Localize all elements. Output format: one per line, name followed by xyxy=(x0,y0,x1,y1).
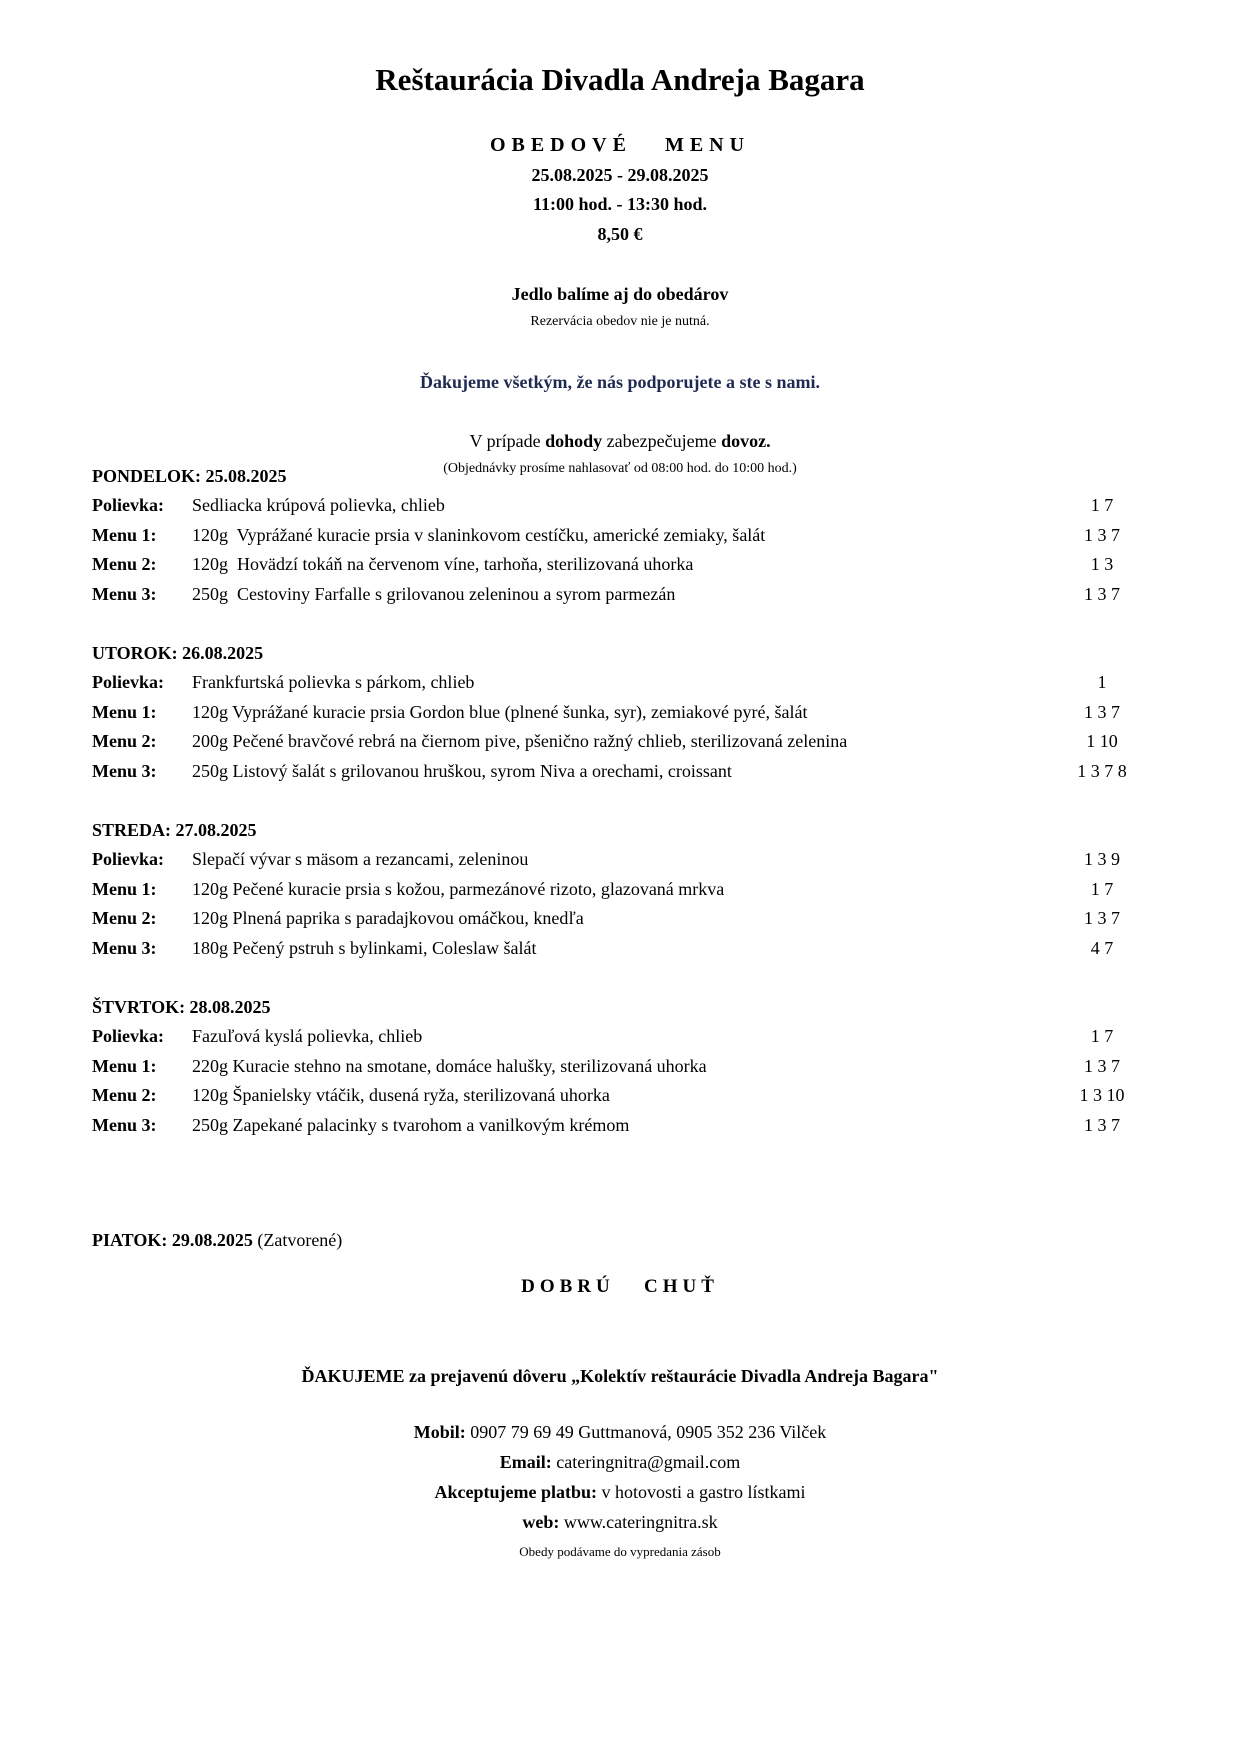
dish-name: Sedliacka krúpová polievka, chlieb xyxy=(192,495,445,515)
email-value: cateringnitra@gmail.com xyxy=(551,1452,741,1472)
row-label: Menu 1: xyxy=(92,524,157,545)
menu-row xyxy=(92,698,1152,728)
web-value: www.cateringnitra.sk xyxy=(559,1512,718,1532)
row-label: Menu 3: xyxy=(92,760,157,781)
row-label: Menu 1: xyxy=(92,878,157,899)
day-block-thursday xyxy=(92,992,1152,1140)
menu-row xyxy=(92,550,1152,580)
row-label: Menu 2: xyxy=(92,1085,157,1105)
allergens: 1 3 xyxy=(1090,554,1114,574)
payment-line xyxy=(0,1482,1240,1503)
mobile-value: 0907 79 69 49 Guttmanová, 0905 352 236 Vilček xyxy=(465,1422,827,1442)
menu-row xyxy=(92,1052,1152,1082)
row-label: Polievka: xyxy=(92,672,164,692)
allergens: 1 3 7 xyxy=(1084,701,1120,722)
row-label: Menu 3: xyxy=(92,937,157,958)
menu-row xyxy=(92,934,1152,964)
menu-row xyxy=(92,668,1152,698)
reservation-note: Rezervácia obedov nie je nutná. xyxy=(530,314,710,329)
menu-row xyxy=(92,757,1152,787)
support-thanks: Ďakujeme všetkým, že nás podporujete a ste s nami. xyxy=(420,372,820,392)
allergens: 1 3 7 8 xyxy=(1077,760,1127,781)
row-label: Menu 2: xyxy=(92,554,157,574)
dish-name: 180g Pečený pstruh s bylinkami, Coleslaw šalát xyxy=(192,937,537,958)
friday-heading: PIATOK: 29.08.2025 xyxy=(92,1230,253,1250)
dish-name: 120g Španielsky vtáčik, dusená ryža, sterilizovaná uhorka xyxy=(192,1085,610,1105)
row-label: Menu 2: xyxy=(92,731,157,751)
trust-thanks: ĎAKUJEME za prejavenú dôveru „Kolektív reštaurácie Divadla Andreja Bagara" xyxy=(301,1366,939,1386)
dish-name: 250g Zapekané palacinky s tvarohom a vanilkovým krémom xyxy=(192,1114,630,1135)
allergens: 1 xyxy=(1097,672,1107,692)
allergens: 4 7 xyxy=(1090,937,1114,958)
row-label: Polievka: xyxy=(92,1026,164,1046)
menu-row xyxy=(92,875,1152,905)
row-label: Menu 3: xyxy=(92,583,157,604)
delivery-agreement: dohody xyxy=(545,431,603,451)
menu-row xyxy=(92,1081,1152,1111)
stock-note: Obedy podávame do vypredania zásob xyxy=(519,1544,721,1559)
dish-name: 120g Hovädzí tokáň na červenom víne, tarhoňa, sterilizovaná uhorka xyxy=(192,554,694,574)
allergens: 1 7 xyxy=(1090,1026,1114,1046)
allergens: 1 7 xyxy=(1090,495,1114,515)
dish-name: 120g Pečené kuracie prsia s kožou, parmezánové rizoto, glazovaná mrkva xyxy=(192,878,725,899)
row-label: Menu 2: xyxy=(92,908,157,928)
good-appetite: DOBRÚ CHUŤ xyxy=(521,1276,719,1297)
day-block-tuesday xyxy=(92,638,1152,786)
row-label: Menu 1: xyxy=(92,1055,157,1076)
payment-value: v hotovosti a gastro lístkami xyxy=(597,1482,806,1502)
menu-row xyxy=(92,491,1152,521)
day-heading: UTOROK: 26.08.2025 xyxy=(92,643,264,663)
day-block-wednesday xyxy=(92,815,1152,963)
delivery-middle: zabezpečujeme xyxy=(602,431,722,451)
day-heading: ŠTVRTOK: 28.08.2025 xyxy=(92,997,271,1017)
dish-name: 120g Vyprážané kuracie prsia v slaninkovom cestíčku, americké zemiaky, šalát xyxy=(192,524,766,545)
menu-price: 8,50 € xyxy=(597,224,643,244)
serving-hours: 11:00 hod. - 13:30 hod. xyxy=(532,194,708,214)
dish-name: 120g Vyprážané kuracie prsia Gordon blue (plnené šunka, syr), zemiakové pyré, šalát xyxy=(192,701,808,722)
menu-row xyxy=(92,1111,1152,1141)
allergens: 1 10 xyxy=(1086,731,1118,751)
day-block-monday xyxy=(92,461,1152,609)
menu-dates: 25.08.2025 - 29.08.2025 xyxy=(531,165,709,185)
dish-name: 200g Pečené bravčové rebrá na čiernom pive, pšenično ražný chlieb, sterilizovaná zelenina xyxy=(192,731,848,751)
packaging-note: Jedlo balíme aj do obedárov xyxy=(511,284,729,304)
dish-name: Slepačí vývar s mäsom a rezancami, zeleninou xyxy=(192,849,529,869)
email-line xyxy=(0,1452,1240,1473)
row-label: Menu 1: xyxy=(92,701,157,722)
allergens: 1 3 10 xyxy=(1079,1085,1125,1105)
dish-name: Fazuľová kyslá polievka, chlieb xyxy=(192,1026,423,1046)
dish-name: 120g Plnená paprika s paradajkovou omáčkou, knedľa xyxy=(192,908,584,928)
dish-name: 220g Kuracie stehno na smotane, domáce halušky, sterilizovaná uhorka xyxy=(192,1055,707,1076)
menu-row xyxy=(92,1022,1152,1052)
day-block-friday xyxy=(92,1225,1152,1255)
menu-row xyxy=(92,521,1152,551)
menu-row xyxy=(92,727,1152,757)
dish-name: 250g Cestoviny Farfalle s grilovanou zeleninou a syrom parmezán xyxy=(192,583,676,604)
menu-row xyxy=(92,845,1152,875)
email-label: Email: xyxy=(499,1452,552,1472)
payment-label: Akceptujeme platbu: xyxy=(434,1482,597,1502)
day-heading-friday xyxy=(92,1225,1152,1255)
restaurant-title: Reštaurácia Divadla Andreja Bagara xyxy=(375,62,865,97)
orders-time-note: (Objednávky prosíme nahlasovať od 08:00 hod. do 10:00 hod.) xyxy=(443,461,797,476)
delivery-prefix: V prípade xyxy=(469,431,546,451)
lunch-menu-heading: OBEDOVÉ MENU xyxy=(489,134,751,156)
allergens: 1 3 7 xyxy=(1084,908,1120,928)
allergens: 1 3 7 xyxy=(1084,1114,1120,1135)
allergens: 1 7 xyxy=(1090,878,1114,899)
dish-name: 250g Listový šalát s grilovanou hruškou, syrom Niva a orechami, croissant xyxy=(192,760,732,781)
day-heading: PONDELOK: 25.08.2025 xyxy=(92,466,287,486)
allergens: 1 3 7 xyxy=(1084,1055,1120,1076)
web-line xyxy=(0,1512,1240,1533)
day-heading: STREDA: 27.08.2025 xyxy=(92,820,257,840)
row-label: Menu 3: xyxy=(92,1114,157,1135)
allergens: 1 3 7 xyxy=(1084,524,1120,545)
row-label: Polievka: xyxy=(92,495,164,515)
allergens: 1 3 9 xyxy=(1084,849,1120,869)
menu-row xyxy=(92,580,1152,610)
web-label: web: xyxy=(522,1512,560,1532)
mobile-line xyxy=(0,1422,1240,1443)
menu-row xyxy=(92,904,1152,934)
friday-closed-note: (Zatvorené) xyxy=(252,1230,343,1250)
delivery-word: dovoz. xyxy=(721,431,771,451)
delivery-note xyxy=(0,431,1240,452)
row-label: Polievka: xyxy=(92,849,164,869)
dish-name: Frankfurtská polievka s párkom, chlieb xyxy=(192,672,475,692)
mobile-label: Mobil: xyxy=(413,1422,466,1442)
allergens: 1 3 7 xyxy=(1084,583,1120,604)
